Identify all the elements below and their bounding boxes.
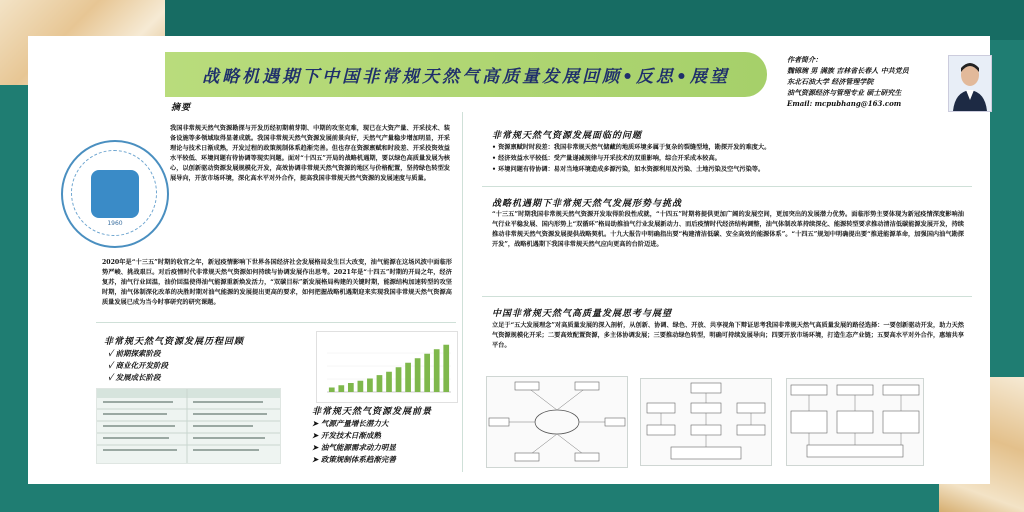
history-table	[96, 388, 281, 464]
problems-title: 非常规天然气资源发展面临的问题	[492, 131, 643, 141]
author-line: 东北石油大学 经济管理学院	[787, 77, 874, 86]
background-text: 2020年是“十三五”时期的收官之年，新冠疫情影响下世界各国经济社会发展格局发生巨大改变，油气能源在这场风波中面临形势严峻、挑战艰巨。对后疫情时代非常规天然气资源如何持续与协调发展作出思考。2021年是“十四五”时期的开局之年，经济复苏，油气行业回温，油价回温使得油气能源重新焕发活力，“双碳目标”新发展格局构建的关键时期，能源结构加速转型的攻坚时期，油气体制深化改革的决胜时期对油气能源的发展提出更高的要求，如何把握战略机遇期迎来实现我国非常规天然气资源高质量发展已成为当今时事研究的研究课题。	[102, 259, 452, 306]
poster-title: 战略机遇期下中国非常规天然气高质量发展回顾•反思•展望	[202, 67, 730, 87]
problems-item: • 经济效益水平较低：受产量递减规律与开采技术的双重影响，综合开采成本较高。	[492, 155, 721, 162]
history-item: ✓ 商业化开发阶段	[108, 361, 168, 370]
chart-bar	[367, 378, 373, 392]
reflection-text: 立足于“五大发展理念”对高质量发展的深入剖析，从创新、协调、绿色、开放、共享视角下辩证思考我国非常规天然气高质量发展的路径选择：一要创新驱动开发，助力天然气资源规模化开采；二要高效配置资源，多主体协调发展；三要推动绿色转型，明确可持续发展导向；四要开放市场环境，打造生态产业链；五要高水平对外合作，惠缩共享平台。	[492, 322, 964, 349]
chart-bar	[424, 354, 430, 392]
chart-bar	[348, 383, 354, 392]
column-divider	[462, 112, 463, 472]
chart-bar	[443, 345, 449, 392]
author-info	[787, 54, 947, 109]
chart-bar	[386, 372, 392, 392]
prospects-item: ➤ 政策规制体系趋渐完善	[312, 455, 396, 464]
author-line: 魏锦琬 男 满族 吉林省长春人 中共党员	[787, 66, 909, 75]
chart-bar	[405, 363, 411, 392]
problems-list	[492, 142, 962, 175]
problems-item: • 资源禀赋时时段差：我国非常规天然气储藏的地质环境多属于复杂的裂缝型地，勘探开发的难度大。	[492, 144, 771, 151]
logo-year: 1960	[107, 220, 123, 227]
prospects-list	[312, 418, 396, 466]
situation-text: “十三五”时期我国非常规天然气资源开发取得阶段性成就，“十四五”时期将提供更加广阔的发展空间，更加突出的发展潜力优势。面临形势主要体现为新冠疫情深度影响油气行业平稳发展、国内形势上“双循环”格局助推油气行业发展新动力、而后疫情时代经济结构调整，油气体制改革持续深化、能源转型要求推动清洁低碳能源发展开发，持续推动非常规天然气资源发展提供战略契机。十九大报告中明确指出要“构建清洁低碳、安全高效的能源体系”。“十四五”规划中明确提出要“推进能源革命，加强国内油气勘探开发”，战略机遇期下我国非常规天然气应向更高的台阶迈进。	[492, 211, 964, 248]
chart-bar	[358, 381, 364, 392]
prospects-title: 非常规天然气资源发展前景	[312, 407, 433, 417]
prospects-item: ➤ 气源产量增长潜力大	[312, 419, 389, 428]
production-chart	[316, 331, 458, 403]
chart-bar	[396, 367, 402, 392]
author-line: 油气资源经济与管理专业 硕士研究生	[787, 88, 902, 97]
history-item: ✓ 发展成长阶段	[108, 373, 161, 382]
network-diagram	[486, 376, 628, 468]
divider	[482, 296, 972, 297]
title-banner	[165, 52, 767, 97]
flow-diagram	[640, 378, 772, 466]
divider	[482, 186, 972, 187]
history-item: ✓ 前期探索阶段	[108, 349, 161, 358]
logo-emblem	[91, 170, 139, 218]
abstract-text: 我国非常规天然气资源勘探与开发历经初期萌芽期、中期的攻坚克难，现已在大资产量、开采技术、装备设施等多领域取得显著成就。我国非常规天然气资源发展前景向好，天然气产量稳步增加明显，开采理论与技术日渐成熟，开发过程的政策规制体系趋渐完善。但也存在资源禀赋和时段差、开采投资效益水平较低、环境问题有待协调等现实问题。面对“十四五”开局的战略机遇期，要以绿色高质量发展为核心，以创新驱动资源发展规模化开发，高效协调非常规天然气资源的地区与价格配置，坚持绿色转型发展导向，开放市场环境，深化高水平对外合作，提高我国非常规天然气资源的发展速度与质量。	[170, 125, 450, 182]
author-photo	[948, 55, 992, 112]
prospects-item: ➤ 开发技术日渐成熟	[312, 431, 381, 440]
chart-bar	[377, 375, 383, 392]
chart-bar	[415, 358, 421, 392]
university-logo	[61, 140, 169, 248]
author-heading: 作者简介：	[787, 55, 822, 64]
history-title: 非常规天然气资源发展历程回顾	[104, 337, 245, 347]
problems-item: • 环境问题有待协调：易对当地环境造成多源污染，如水资源利用及污染、土地污染及空气污染等。	[492, 166, 765, 173]
abstract-title: 摘要	[171, 103, 192, 113]
process-diagram	[786, 378, 924, 466]
chart-bar	[434, 349, 440, 392]
situation-title: 战略机遇期下非常规天然气发展形势与挑战	[492, 199, 683, 209]
author-email: Email: mcpubhang@163.com	[787, 99, 902, 108]
chart-bar	[338, 385, 344, 392]
chart-svg	[317, 332, 457, 402]
reflection-title: 中国非常规天然气高质量发展思考与展望	[492, 309, 673, 319]
history-list	[108, 348, 168, 384]
divider	[96, 322, 456, 323]
chart-bar	[329, 387, 335, 392]
prospects-item: ➤ 油气能源需求动力明显	[312, 443, 396, 452]
